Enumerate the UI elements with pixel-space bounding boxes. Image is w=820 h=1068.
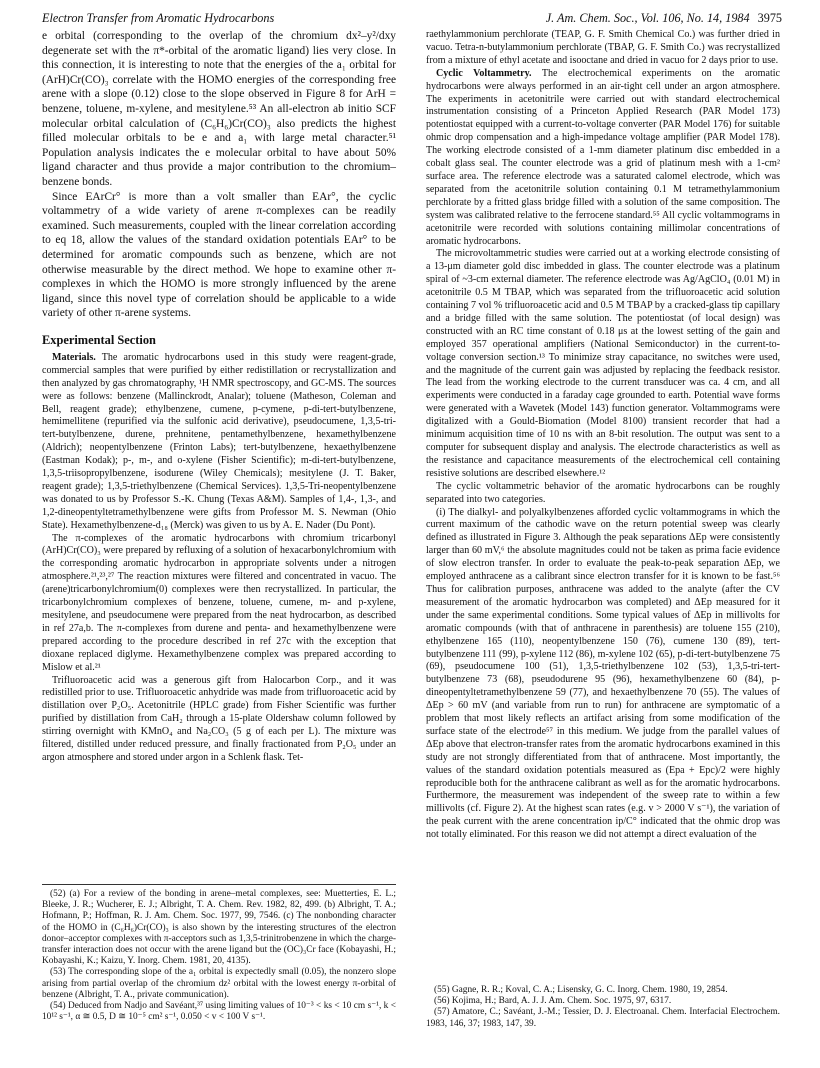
materials-text: The aromatic hydrocarbons used in this study were reagent-grade, commercial samples that were purified by either redistillation or recrystallization and then analyzed by gas chromatography, ¹H NMR spectroscopy, and GC-MS. The sources were as follows: benzene (Mallinckrodt, Analar); toluene (Matheson, Coleman and Bell, reagent grade); ethylbenzene, cumene, p-cymene, p-di-tert-butylbenzene, hemimellitene (repurified via the sulfonic acid derivative), pseudocumene, 1,3,5-tri-tert-butylbenzene, durene, prehnitene, pentamethylbenzene, hexamethylbenzene (Aldrich); neopentylbenzene (Frinton Labs); tert-butylbenzene, hexaethylbenzene (Eastman Kodak); p-, m-, and o-xylene (Fisher Scientific); m-di-tert-butylbenzene, 1,3,5-triisopropylbenzene, isodurene (Wiley Chemicals); mesitylene (J. T. Baker, reagent grade); 1,3,5-triethylbenzene (Chemical Services). 1,3,5-Tri-neopentylbenzene was donated to us by Professor S.-K. Chung (Texas A&M). Samples of 1,4-, 1,3-, and 1,2-dineopentyltetramethylbenzene were gifts from Professor M. S. Newman (Ohio State). Hexamethylbenzene-d₁₈ (Merck) was given to us by A. E. Nader (Du Pont). bbox=[42, 351, 396, 531]
footnotes-right bbox=[426, 985, 780, 1030]
body-paragraph: raethylammonium perchlorate (TEAP, G. F. Smith Chemical Co.) was further dried in vacuo. Tetra-n-butylammonium perchlorate (TBAP, G. F. Smith Co.) was recrystallized from a mixture of ethyl acetate and isooctane and dried in vacuo for 2 days prior to use. bbox=[426, 29, 780, 66]
footnote-rule bbox=[42, 884, 396, 885]
body-paragraph: The microvoltammetric studies were carried out at a working electrode consisting of a 13-μm diameter gold disc imbedded in glass. The counter electrode was a platinum spiral of ~3-cm external diameter. The reference electrode was Ag/AgClO₄ (0.01 M) in acetonitrile 0.5 M TBAP, which was separated from the trifluoroacetic acid solution containing 7 vol % trifluoroacetic acid and 0.5 M TBAP by a cracked-glass tip capillary and a bridge filled with the same solution. The potentiostat (of local design) was constructed with an RC time constant of 0.18 μs at the lowest setting of the gain and employed 357 operational amplifiers (National Semiconductor) in the current-to-voltage conversion section.¹³ To minimize stray capacitance, no switches were used, and the magnitude of the current gain was adjusted by replacing the feedback resistor. The lead from the working electrode to the current transducer was ca. 4 cm, and all experiments were conducted in a faraday cage grounded to earth. Potential wave forms were generated with a Wavetek (Model 143) function generator. Voltammograms were digitalized with a Gould-Biomation (Model 8100) transient recorder that had a minimum acquisition time of 10 ns with an 8-bit resolution. The output was sent to a computer for subsequent display and analysis. The electrode characteristics as well as the resistance and capacitance measurements of the electrochemical cell containing resistive solutions are described elsewhere.¹² bbox=[426, 248, 780, 479]
right-column bbox=[426, 29, 780, 842]
footnote: (55) Gagne, R. R.; Koval, C. A.; Lisensky, G. C. Inorg. Chem. 1980, 19, 2854. bbox=[434, 985, 728, 995]
footnotes-left bbox=[42, 884, 396, 1023]
body-paragraph: (i) The dialkyl- and polyalkylbenzenes afforded cyclic voltammograms in which the current maximum of the cathodic wave on the return potential sweep was clearly defined as illustrated in Figure 3. Although the peak separations ΔEp were consistently larger than 60 mV,⁶ the absolute magnitudes could not be taken as prima facie evidence of slow electron transfer. In order to evaluate the peak-to-peak separation ΔEp, we employed anthracene as a calibrant since electron transfer for it is known to be fast.⁵⁶ Thus for calibration purposes, anthracene was added to the analyte (after the CV measurement of the aromatic hydrocarbon was completed) and ΔEp measured for it under the same experimental conditions. Some typical values of ΔEp in millivolts for aromatic compounds (with that of anthracene in parenthesis) are toluene 155 (210), ethylbenzene 165 (110), neopentylbenzene 150 (76), cumene 130 (89), tert-butylbenzene 111 (99), p-xylene 112 (86), m-xylene 102 (65), p-di-tert-butylbenzene 75 (69), pseudocumene 100 (51), 1,3,5-triethylbenzene 102 (53), 1,3,5-tri-tert-butylbenzene 73 (68), pseudodurene 95 (96), hexamethylbenzene 60 (84), p-dineopentyltetramethylbenzene 59 (77), and hexaethylbenzene 70 (55). The values of ΔEp > 60 mV (and variable from run to run) for anthracene are symptomatic of a problem that most likely reflects an artifact arising from some modification of the surface state of the electrode⁵⁷ in this medium. We judge from the parallel values of ΔEp above that electron-transfer rates from the aromatic hydrocarbons examined in this study are not strongly differentiated from that of anthracene. Most importantly, the values of the standard oxidation potentials measured as (Epa + Epc)/2 were highly reproducible both for the anthracene calibrant as well as for the aromatic hydrocarbons. Furthermore, the measurement was independent of the sweep rate to within a few millivolts (cf. Figure 2). At the highest scan rates (e.g. v > 2000 V s⁻¹), the variation of the peak current with the arene concentration ip/C° indicated that the ohmic drop was not totally eliminated. For this reason we did not attempt a direct evaluation of the bbox=[426, 506, 780, 841]
journal-name: J. Am. Chem. Soc., Vol. 106, No. 14, 1984 bbox=[545, 11, 750, 25]
section-heading: Experimental Section bbox=[42, 332, 156, 347]
footnote: (54) Deduced from Nadjo and Savéant,³⁷ using limiting values of 10⁻³ < ks < 10 cm s⁻¹, k < 10¹² s⁻¹, α ≅ 0.5, D ≅ 10⁻⁵ cm² s⁻¹, 0.050 < v < 100 V s⁻¹. bbox=[42, 1001, 396, 1023]
left-column bbox=[42, 29, 396, 765]
journal-citation bbox=[546, 10, 782, 26]
body-paragraph: e orbital (corresponding to the overlap of the chromium dx²–y²/dxy degenerate set with the π*-orbital of the aromatic ligand) lies very close. In this connection, it is interesting to note that the energies of the a₁ orbital for (ArH)Cr(CO)₃ correlate with the HOMO energies of the corresponding free arene with a slope (0.12) close to the slope observed in Figure 8 for ArH = benzene, toluene, m-xylene, and mesitylene.⁵³ An all-electron ab initio SCF molecular orbital calculation of (C₆H₆)Cr(CO)₃ also predicts the highest filled molecular orbitals to be e and a₁ with large metal character.⁵¹ Population analysis indicates the e molecular orbital to have about 50% ligand character and thus provide a major contribution to the chromium–benzene bonds. bbox=[42, 30, 396, 188]
body-paragraph: The π-complexes of the aromatic hydrocarbons with chromium tricarbonyl (ArH)Cr(CO)₃ were prepared by refluxing of a solution of hexacarbonylchromium with the corresponding aromatic hydrocarbon in appropriate solvents under a nitrogen atmosphere.²¹,²³,²⁷ The reaction mixtures were filtered and concentrated in vacuo. The (arene)tricarbonylchromium(0) complexes were then recrystallized. In particular, the tricarbonylchromium complexes of benzene, toluene, cumene, m- and p-xylene, mesitylene, and pseudocumene were prepared from the neat hydrocarbon, as described in ref 27a,b. The π-complexes from durene and penta- and hexamethylbenzene were prepared according to the procedure described in ref 27c with the exception that dioxane replaced diglyme. Hexamethylbenzene complex was prepared according to Mislow et al.²¹ bbox=[42, 532, 396, 673]
page-number: 3975 bbox=[757, 11, 782, 25]
body-paragraph: Trifluoroacetic acid was a generous gift from Halocarbon Corp., and it was redistilled prior to use. Trifluoroacetic anhydride was made from trifluoroacetic acid by distillation over P₂O₅. Acetonitrile (HPLC grade) from Fisher Scientific was further purified by distillation from CaH₂ through a 15-plate Oldershaw column followed by stirring overnight with KMnO₄ and Na₂CO₃ (5 g of each per L). The mixture was filtered, distilled under reduced pressure, and finally fractionated from P₂O₅ under an argon atmosphere and stored under argon in a Schlenk flask. Tet- bbox=[42, 674, 396, 763]
experimental-text bbox=[42, 352, 396, 765]
materials-paragraph bbox=[42, 352, 396, 533]
cv-paragraph bbox=[426, 68, 780, 249]
footnote: (52) (a) For a review of the bonding in arene–metal complexes, see: Muetterties, E. L.; Bleeke, J. R.; Wucherer, E. J.; Albright, T. A. Chem. Rev. 1982, 82, 499. (b) Albright, T. A.; Hofmann, P.; Hoffman, R. J. Am. Chem. Soc. 1977, 99, 7546. (c) The nonbonding character of the HOMO in (C₆H₆)Cr(CO)₃ is also shown by the interesting structures of the electron donor–acceptor complexes with π-acceptors such as 1,3,5-trinitrobenzene in which the charge-transfer interaction does not occur with the arene ligand but the (OC)₃Cr face (Kobayashi, H.; Kobayashi, K.; Kaizu, Y. Inorg. Chem. 1981, 20, 4135). bbox=[42, 889, 396, 967]
running-header bbox=[42, 10, 782, 26]
footnote: (57) Amatore, C.; Savéant, J.-M.; Tessier, D. J. Electroanal. Chem. Interfacial Electrochem. 1983, 146, 37; 1983, 147, 39. bbox=[426, 1007, 780, 1029]
footnote: (53) The corresponding slope of the a₁ orbital is expectedly small (0.05), the nonzero slope arising from partial overlap of the chromium dz² orbital with the lowest energy π-orbital of benzene (Albright, T. A., private communication). bbox=[42, 967, 396, 1000]
materials-heading: Materials. bbox=[52, 351, 96, 363]
footnote: (56) Kojima, H.; Bard, A. J. J. Am. Chem. Soc. 1975, 97, 6317. bbox=[434, 996, 672, 1007]
body-paragraph: Since EArCr° is more than a volt smaller than EAr°, the cyclic voltammetry of a wide variety of arene π-complexes can be readily examined. Such measurements, coupled with the linear correlation according to eq 18, allow the values of the standard oxidation potentials EAr° to be determined for aromatic compounds such as benzene, which are not otherwise measurable by the direct method. We hope to examine other π-complexes in which the HOMO is more strongly influenced by the arene ligand, since this novel type of correlation should be applicable to a wide variety of other π-arene systems. bbox=[42, 190, 396, 320]
discussion-text bbox=[42, 29, 396, 321]
cv-text: The electrochemical experiments on the aromatic hydrocarbons were always performed in an air-tight cell under an argon atmosphere. The experiments in acetonitrile were carried out with standard electrochemical instrumentation consisting of a Princeton Applied Research (PAR Model 173) potentiostat equipped with a current-to-voltage converter (PAR Model 176) for suitable ohmic drop compensation and a high-impedance voltage amplifier (PAR Model 178). The working electrode consisted of a 1-mm diameter platinum disc embedded in a cobalt glass seal. The counter electrode was a grid of platinum mesh with a 1-cm² surface area. The reference electrode was a saturated calomel electrode, which was separated from the acetonitrile solution containing 0.1 M tetramethylammonium perchlorate by a fritted glass bridge filled with a solution of the same composition. The system was calibrated relative to the ferrocene standard.⁵⁵ All cyclic voltammograms in acetonitrile were recorded with solutions containing millimolar concentrations of aromatic hydrocarbons. bbox=[426, 67, 780, 247]
body-paragraph: The cyclic voltammetric behavior of the aromatic hydrocarbons can be roughly separated into two categories. bbox=[426, 480, 780, 505]
running-title: Electron Transfer from Aromatic Hydrocarbons bbox=[42, 11, 275, 25]
cv-heading: Cyclic Voltammetry. bbox=[436, 67, 532, 79]
